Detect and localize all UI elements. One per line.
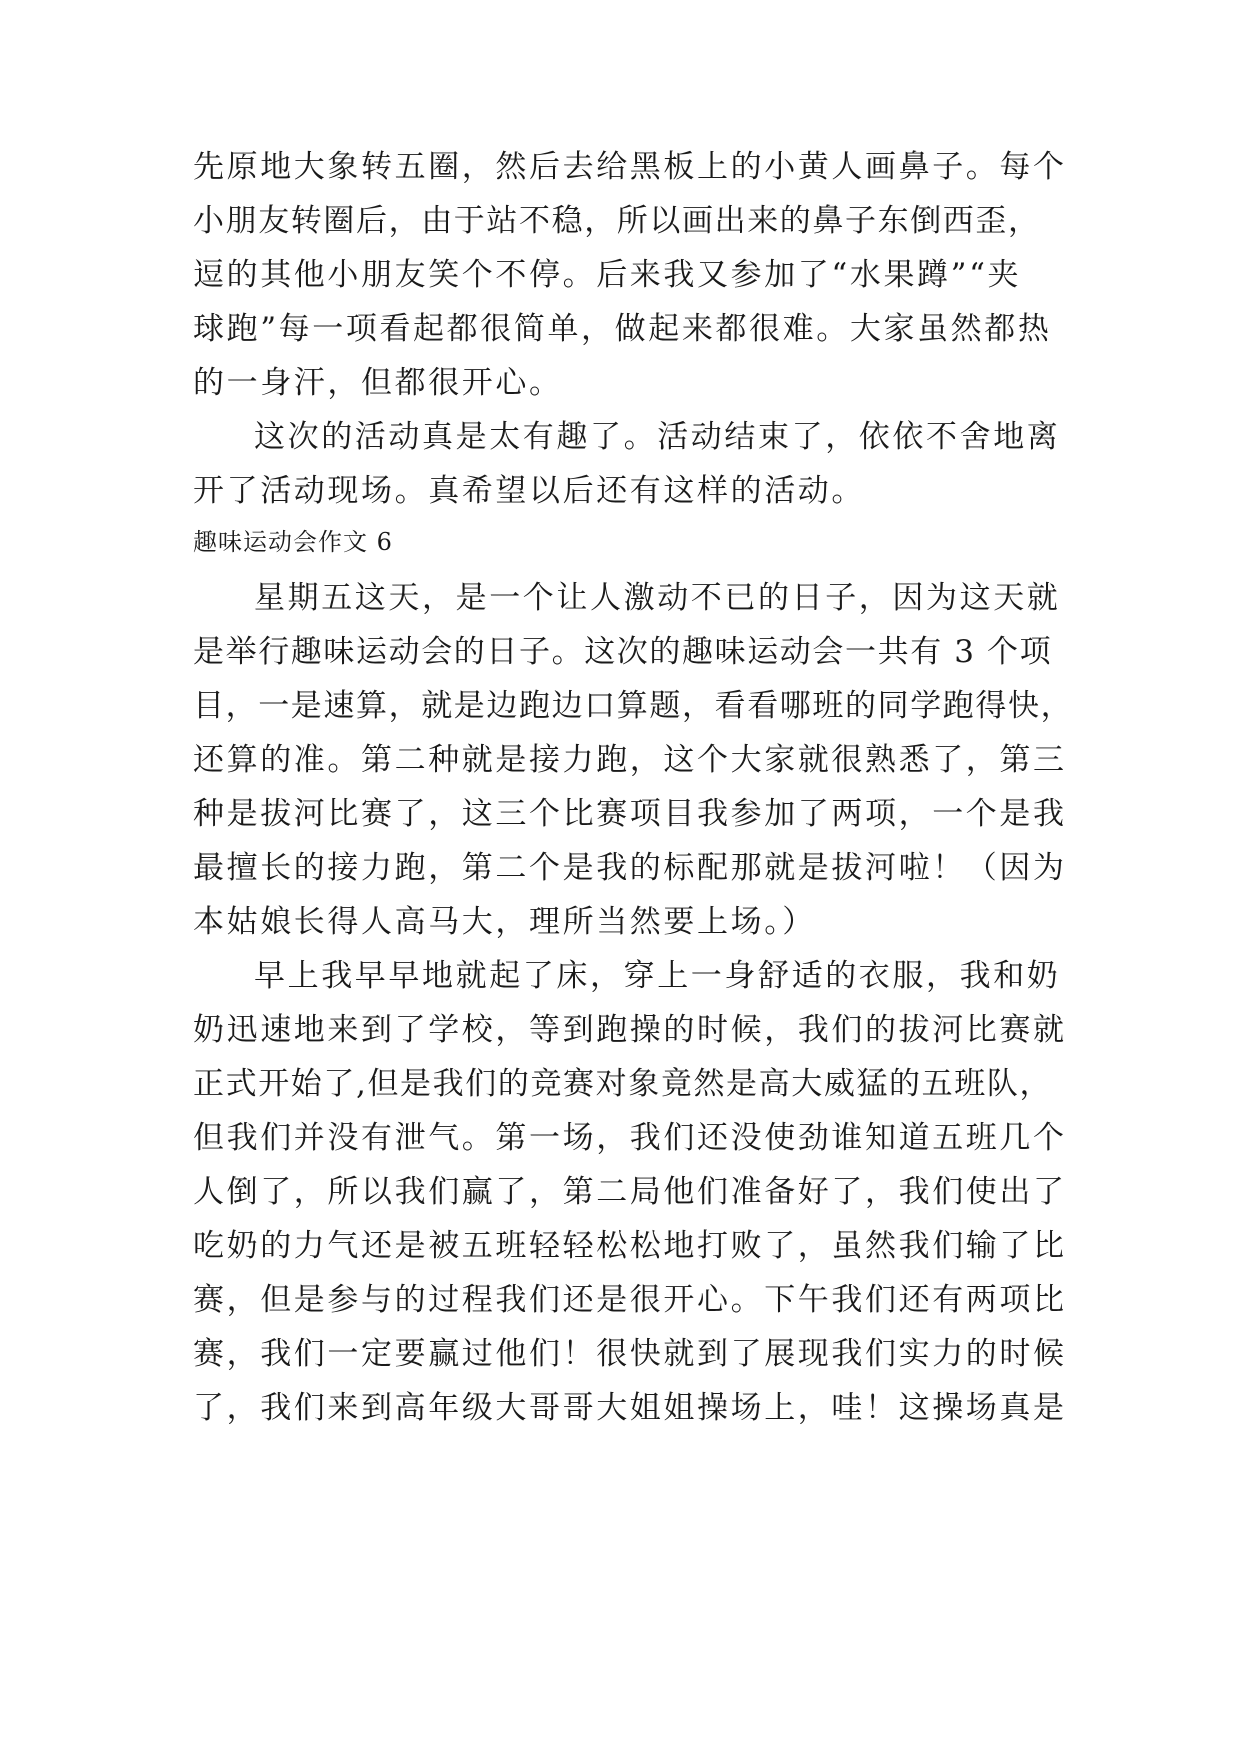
paragraph-line: 先原地大象转五圈，然后去给黑板上的小黄人画鼻子。每个 [193, 149, 1067, 185]
paragraph-line: 星期五这天，是一个让人激动不已的日子，因为这天就 [254, 580, 1061, 616]
paragraph-line: 吃奶的力气还是被五班轻轻松松地打败了，虽然我们输了比 [193, 1228, 1067, 1264]
paragraph-line: 早上我早早地就起了床，穿上一身舒适的衣服，我和奶 [254, 958, 1061, 994]
paragraph-line: 但我们并没有泄气。第一场，我们还没使劲谁知道五班几个 [193, 1120, 1067, 1156]
paragraph-line: 的一身汗，但都很开心。 [193, 365, 563, 401]
paragraph-line: 种是拔河比赛了，这三个比赛项目我参加了两项，一个是我 [193, 796, 1067, 832]
essay-heading: 趣味运动会作文 6 [193, 528, 393, 556]
paragraph-line: 球跑”每一项看起都很简单，做起来都很难。大家虽然都热 [193, 311, 1052, 347]
paragraph-line: 还算的准。第二种就是接力跑，这个大家就很熟悉了，第三 [193, 742, 1067, 778]
paragraph-line: 正式开始了,但是我们的竞赛对象竟然是高大威猛的五班队， [193, 1066, 1053, 1102]
paragraph-line: 赛，我们一定要赢过他们！很快就到了展现我们实力的时候 [193, 1336, 1067, 1372]
paragraph-line: 奶迅速地来到了学校，等到跑操的时候，我们的拔河比赛就 [193, 1012, 1067, 1048]
paragraph-line: 小朋友转圈后，由于站不稳，所以画出来的鼻子东倒西歪， [193, 203, 1041, 239]
paragraph-line: 赛，但是参与的过程我们还是很开心。下午我们还有两项比 [193, 1282, 1067, 1318]
paragraph-line: 是举行趣味运动会的日子。这次的趣味运动会一共有 3 个项 [193, 634, 1053, 670]
paragraph-line: 目，一是速算，就是边跑边口算题，看看哪班的同学跑得快， [193, 688, 1074, 724]
paragraph-line: 这次的活动真是太有趣了。活动结束了，依依不舍地离 [254, 419, 1061, 455]
paragraph-line: 了，我们来到高年级大哥哥大姐姐操场上，哇！这操场真是 [193, 1390, 1067, 1426]
paragraph-line: 最擅长的接力跑，第二个是我的标配那就是拔河啦！（因为 [193, 850, 1067, 886]
paragraph-line: 本姑娘长得人高马大，理所当然要上场。） [193, 904, 816, 940]
paragraph-line: 开了活动现场。真希望以后还有这样的活动。 [193, 473, 865, 509]
paragraph-line: 逗的其他小朋友笑个不停。后来我又参加了“水果蹲”“夹 [193, 257, 1022, 293]
paragraph-line: 人倒了，所以我们赢了，第二局他们准备好了，我们使出了 [193, 1174, 1067, 1210]
